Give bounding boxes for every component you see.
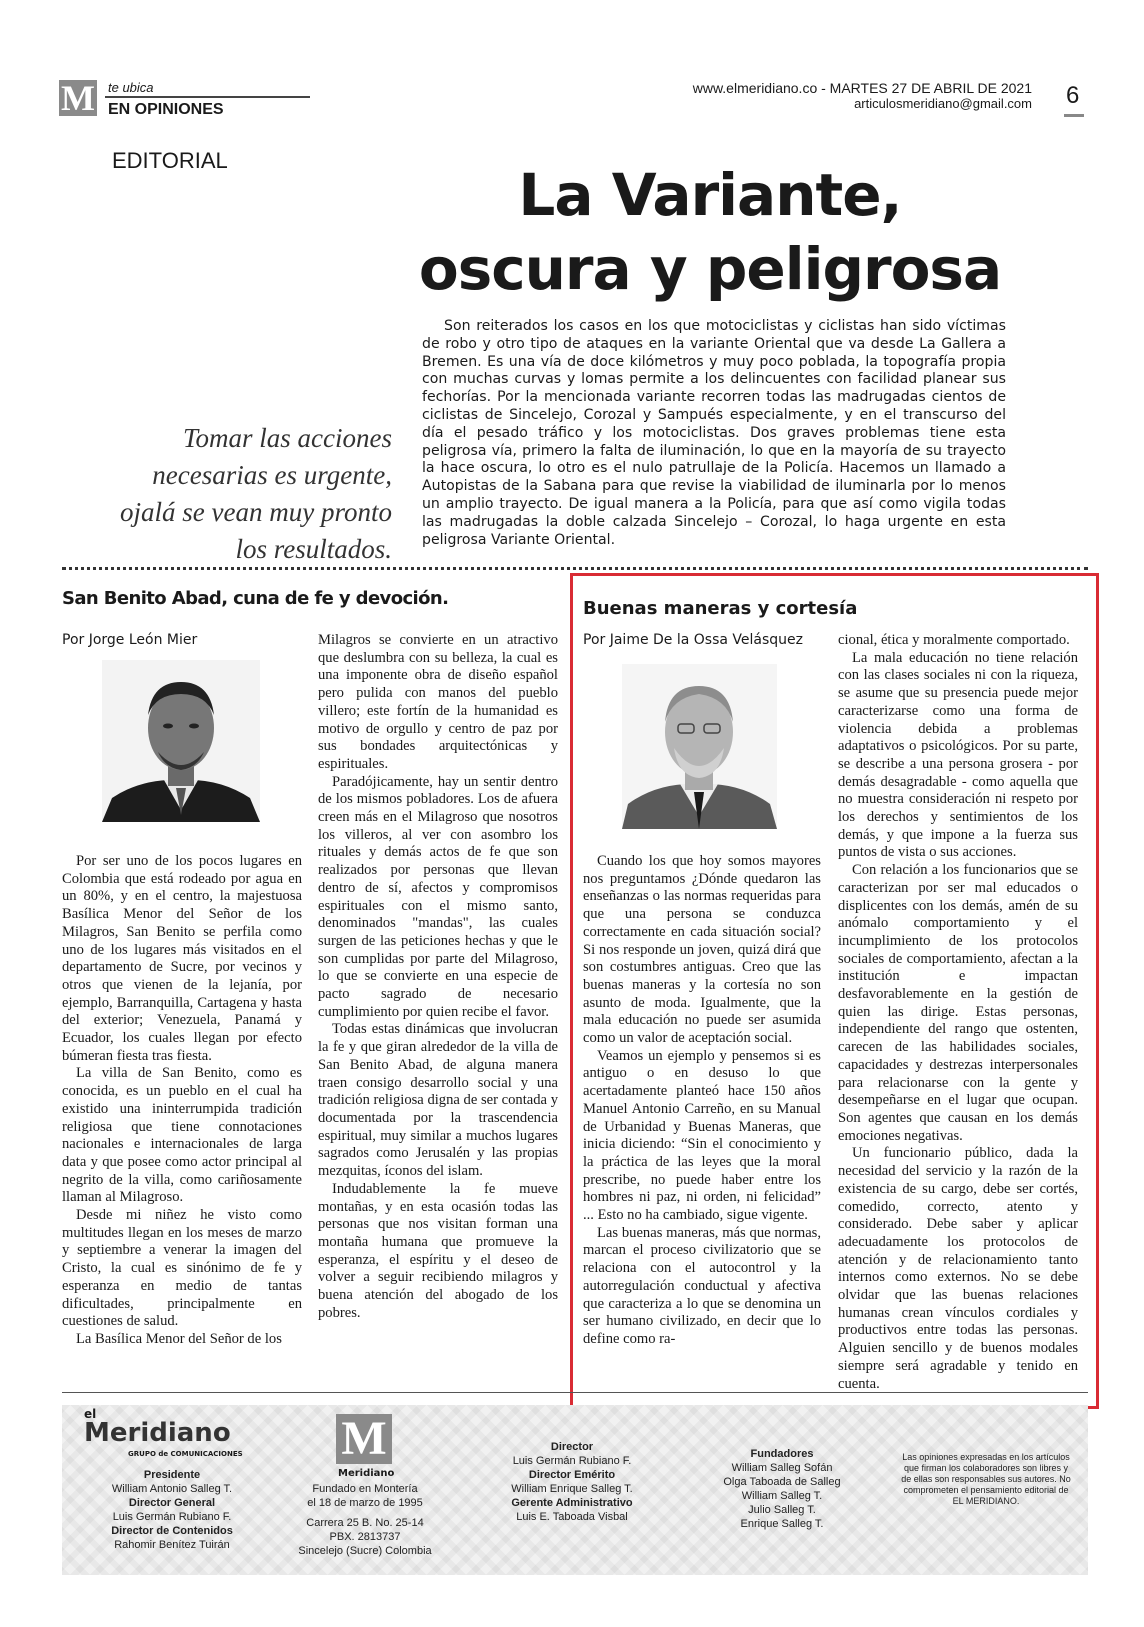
paragraph: La villa de San Benito, como es conocida, es un pueblo en el cual ha existido una ininterrumpida tradición religiosa que tiene connotaciones nacionales e internacionales de larga data y que posee como actor principal al negrito de la villa, como cariñosamente llaman al Milagroso.	[62, 1065, 302, 1206]
header-rule	[105, 96, 310, 98]
paragraph: Todas estas dinámicas que involucran la fe y que giran alrededor de la villa de San Benito Abad, de alguna manera traen consigo desarrollo social y una tradición religiosa digna de ser contada y documentada por la trascendencia espiritual, muy similar a muchos lugares sagrados como Jerusalén y las propias mezquitas, íconos del islam.	[318, 1021, 558, 1180]
article-right-col1	[583, 853, 821, 1349]
value: Carrera 25 B. No. 25-14	[306, 1517, 424, 1529]
paragraph: Un funcionario público, dada la necesidad del servicio y la razón de la existencia de su cargo, debe ser cortés, comedido, correcto, atento y considerado. Debe saber y aplicar adecuadamente los protocolos de atención y de relacionamiento tanto internos como externos. No se debe olvidar que las buenas relaciones humanas crean vínculos cordiales y productivos entre todas las personas. Alguien sencillo y de buenos modales siempre será agradable y tenido en cuenta.	[838, 1145, 1078, 1392]
article-right-title: Buenas maneras y cortesía	[583, 598, 858, 619]
value: Rahomir Benítez Tuirán	[114, 1539, 230, 1551]
footer-disclaimer: Las opiniones expresadas en los artículos que firman los colaboradores son libres y de ellas son responsables sus autores. No comprometen el pensamiento editorial de EL MERIDIANO.	[901, 1452, 1071, 1506]
section-name: EN OPINIONES	[108, 101, 224, 118]
value: Fundado en Montería	[312, 1483, 418, 1495]
value: William Salleg Sofán	[731, 1462, 833, 1474]
site-date[interactable]: www.elmeridiano.co - MARTES 27 DE ABRIL DE 2021	[692, 80, 1032, 96]
value: Sincelejo (Sucre) Colombia	[298, 1545, 432, 1557]
value: William Enrique Salleg T.	[511, 1483, 633, 1495]
paragraph: Con relación a los funcionarios que se caracterizan por ser mal educados o displicentes con los demás, amén de su anómalo comportamiento y el incumplimiento de los protocolos sociales de comportamiento, afectan a la institución e impactan desfavorablemente en la gestión de quien las dirige. Estas personas, independiente del rango que ostenten, carecen de las habilidades sociales, capacidades y destrezas interpersonales para relacionarse con la gente y desempeñarse en el lugar que ocupan. Son agentes que causan en los demás emociones negativas.	[838, 862, 1078, 1144]
label: Fundadores	[750, 1448, 814, 1460]
footer-logo-icon: M	[336, 1414, 392, 1464]
paragraph: Milagros se convierte en un atractivo que deslumbra con su belleza, la cual es una imponente obra de diseño español pero pulida con manos del pueblo villero; este fortín de la humanidad es motivo de orgullo y centro de paz por sus bondades arquitectónicas y espirituales.	[318, 632, 558, 772]
paragraph: Desde mi niñez he visto como multitudes llegan en los meses de marzo y septiembre a venerar la imagen del Cristo, la cual es sinónimo de fe y esperanza en medio de tantas dificultades, principalmente en cuestiones de salud.	[62, 1207, 302, 1330]
article-left-col2	[318, 632, 558, 1322]
footer-rule	[62, 1392, 1088, 1393]
value: el 18 de marzo de 1995	[307, 1497, 423, 1509]
label: Presidente	[143, 1469, 201, 1481]
pull-quote: Tomar las acciones necesarias es urgente, ojalá se vean muy pronto los resultados.	[120, 423, 392, 564]
tagline: te ubica	[108, 80, 154, 95]
page-number-rule	[1064, 114, 1084, 117]
author-photo-jorge	[102, 660, 260, 822]
contact-email[interactable]: articulosmeridiano@gmail.com	[854, 96, 1032, 111]
footer-founding	[280, 1482, 450, 1558]
label: Director de Contenidos	[111, 1525, 233, 1537]
label: Gerente Administrativo	[511, 1497, 633, 1509]
footer-executives	[72, 1468, 272, 1552]
label: Director General	[128, 1497, 216, 1509]
article-left-col1	[62, 853, 302, 1349]
article-right-col2	[838, 632, 1078, 1393]
paragraph: La Basílica Menor del Señor de los	[76, 1330, 282, 1347]
paragraph: Cuando los que hoy somos mayores nos preguntamos ¿Dónde quedaron las enseñanzas o las normas requeridas para que una persona se conduzca correctamente en cada situación social? Si nos responde un joven, quizá dirá que son costumbres antiguas. Creo que las buenas maneras y la cortesía no son asunto de moda. Igualmente, que la mala educación no puede ser asumida como un valor de aceptación social.	[583, 853, 821, 1047]
footer-founders	[702, 1447, 862, 1531]
brand-el: el	[84, 1407, 97, 1421]
article-left-byline: Por Jorge León Mier	[62, 632, 198, 648]
editorial-body: Son reiterados los casos en los que motociclistas y ciclistas han sido víctimas de robo y otro tipo de ataques en la variante Oriental que va desde La Gallera a Bremen. Es una vía de doce kilómetros y muy poco poblada, la topografía propia con muchas curvas y lomas permite a los delincuentes con facilidad planear sus fechorías. Por la mencionada variante recorren todas las madrugadas cientos de ciclistas de Sincelejo, Corozal y Sampués especialmente, y en el transcurso del día el pesado tráfico y los motociclistas. Dos graves problemas tiene esta peligrosa vía, primero la falta de iluminación, lo que en la mayoría de su trayecto la hace oscura, lo otro es el nulo patrullaje de la Policía. Hacemos un llamado a Autopistas de la Sabana para que revise la viabilidad de iluminarla por lo menos un amplio trayecto. De igual manera a la Policía, para que así como vigila todas las madrugadas la doble calzada Sincelejo – Corozal, lo haga urgente en esta peligrosa Variante Oriental.	[422, 318, 1006, 548]
newspaper-logo-icon: M	[59, 80, 97, 116]
value: Luis Germán Rubiano F.	[112, 1511, 232, 1523]
brand-subtitle: GRUPO de COMUNICACIONES	[128, 1450, 243, 1458]
author-photo-jaime	[622, 664, 777, 829]
value: William Salleg T.	[741, 1490, 823, 1502]
footer-logo-sub: Meridiano	[338, 1468, 395, 1479]
value: Luis E. Taboada Visbal	[516, 1511, 628, 1523]
editorial-label: EDITORIAL	[112, 148, 228, 173]
paragraph: Indudablemente la fe mueve montañas, y en esta ocasión todas las personas que nos visitan forman una montaña humana que promueve la esperanza, el espíritu y el deseo de volver a seguir recibiendo milagros y buena atención del abogado de los pobres.	[318, 1180, 558, 1321]
headline-line-1: La Variante,	[518, 161, 902, 229]
value: William Antonio Salleg T.	[111, 1483, 233, 1495]
page-number: 6	[1066, 82, 1080, 109]
paragraph: cional, ética y moralmente comportado.	[838, 632, 1070, 648]
article-left-title: San Benito Abad, cuna de fe y devoción.	[62, 588, 449, 609]
editorial-headline	[340, 158, 1080, 306]
value: Luis Germán Rubiano F.	[512, 1455, 632, 1467]
headline-line-2: oscura y peligrosa	[418, 235, 1002, 303]
value: Olga Taboada de Salleg	[723, 1476, 841, 1488]
article-right-byline: Por Jaime De la Ossa Velásquez	[583, 632, 804, 648]
footer-directors	[492, 1440, 652, 1524]
label: Director	[550, 1441, 594, 1453]
paragraph: Paradójicamente, hay un sentir dentro de los mismos pobladores. Los de afuera creen más en el Milagroso que nosotros los villeros, al ver con asombro los rituales y demás actos de fe que son realizados por personas que llevan dentro de sí, afectos y compromisos espirituales con el mismo santo, denominados "mandas", las cuales surgen de las peticiones hechas y que le son cumplidas por parte del Milagroso, lo que se convierte en una especie de pacto sagrado de necesario cumplimiento por quien recibe el favor.	[318, 773, 558, 1020]
paragraph: La mala educación no tiene relación con las clases sociales ni con la riqueza, se asume que su presencia puede mejor caracterizarse como una forma de violencia debida a problemas adaptativos o psicológicos. Por su parte, se describe a una persona grosera - por demás desagradable - como aquella que no muestra consideración ni respeto por los derechos y sentimientos de los demás, y que impone a la fuerza sus puntos de vista o sus acciones.	[838, 649, 1078, 861]
value: Julio Salleg T.	[748, 1504, 816, 1516]
brand-logo: Meridiano	[84, 1418, 231, 1448]
label: Director Emérito	[528, 1469, 616, 1481]
value: Enrique Salleg T.	[740, 1518, 824, 1530]
paragraph: Por ser uno de los pocos lugares en Colombia que está rodeado por agua en un 80%, y en el centro, la majestuosa Basílica Menor del Señor de los Milagros, San Benito se perfila como uno de los lugares más visitados en el departamento de Sucre, por vecinos y otros que vienen de la lejanía, por ejemplo, Barranquilla, Cartagena y hasta del exterior; Venezuela, Panamá y Ecuador, los cuales llegan por efecto búmeran fiesta tras fiesta.	[62, 853, 302, 1064]
paragraph: Las buenas maneras, más que normas, marcan el proceso civilizatorio que se relaciona con el autocontrol y la autorregulación conductual y afectiva que caracteriza a lo que se denomina un ser humano civilizado, en decir que lo define como ra-	[583, 1224, 821, 1347]
value: PBX. 2813737	[329, 1531, 401, 1543]
dotted-divider	[62, 567, 1088, 570]
paragraph: Veamos un ejemplo y pensemos si es antiguo o en desuso lo que acertadamente planteó hace 150 años Manuel Antonio Carreño, en su Manual de Urbanidad y Buenas Maneras, que inicia diciendo: “Sin el conocimiento y la práctica de las leyes que la moral prescribe, no puede haber entre los hombres ni paz, ni orden, ni felicidad” ... Esto no ha cambiado, sigue vigente.	[583, 1047, 821, 1224]
